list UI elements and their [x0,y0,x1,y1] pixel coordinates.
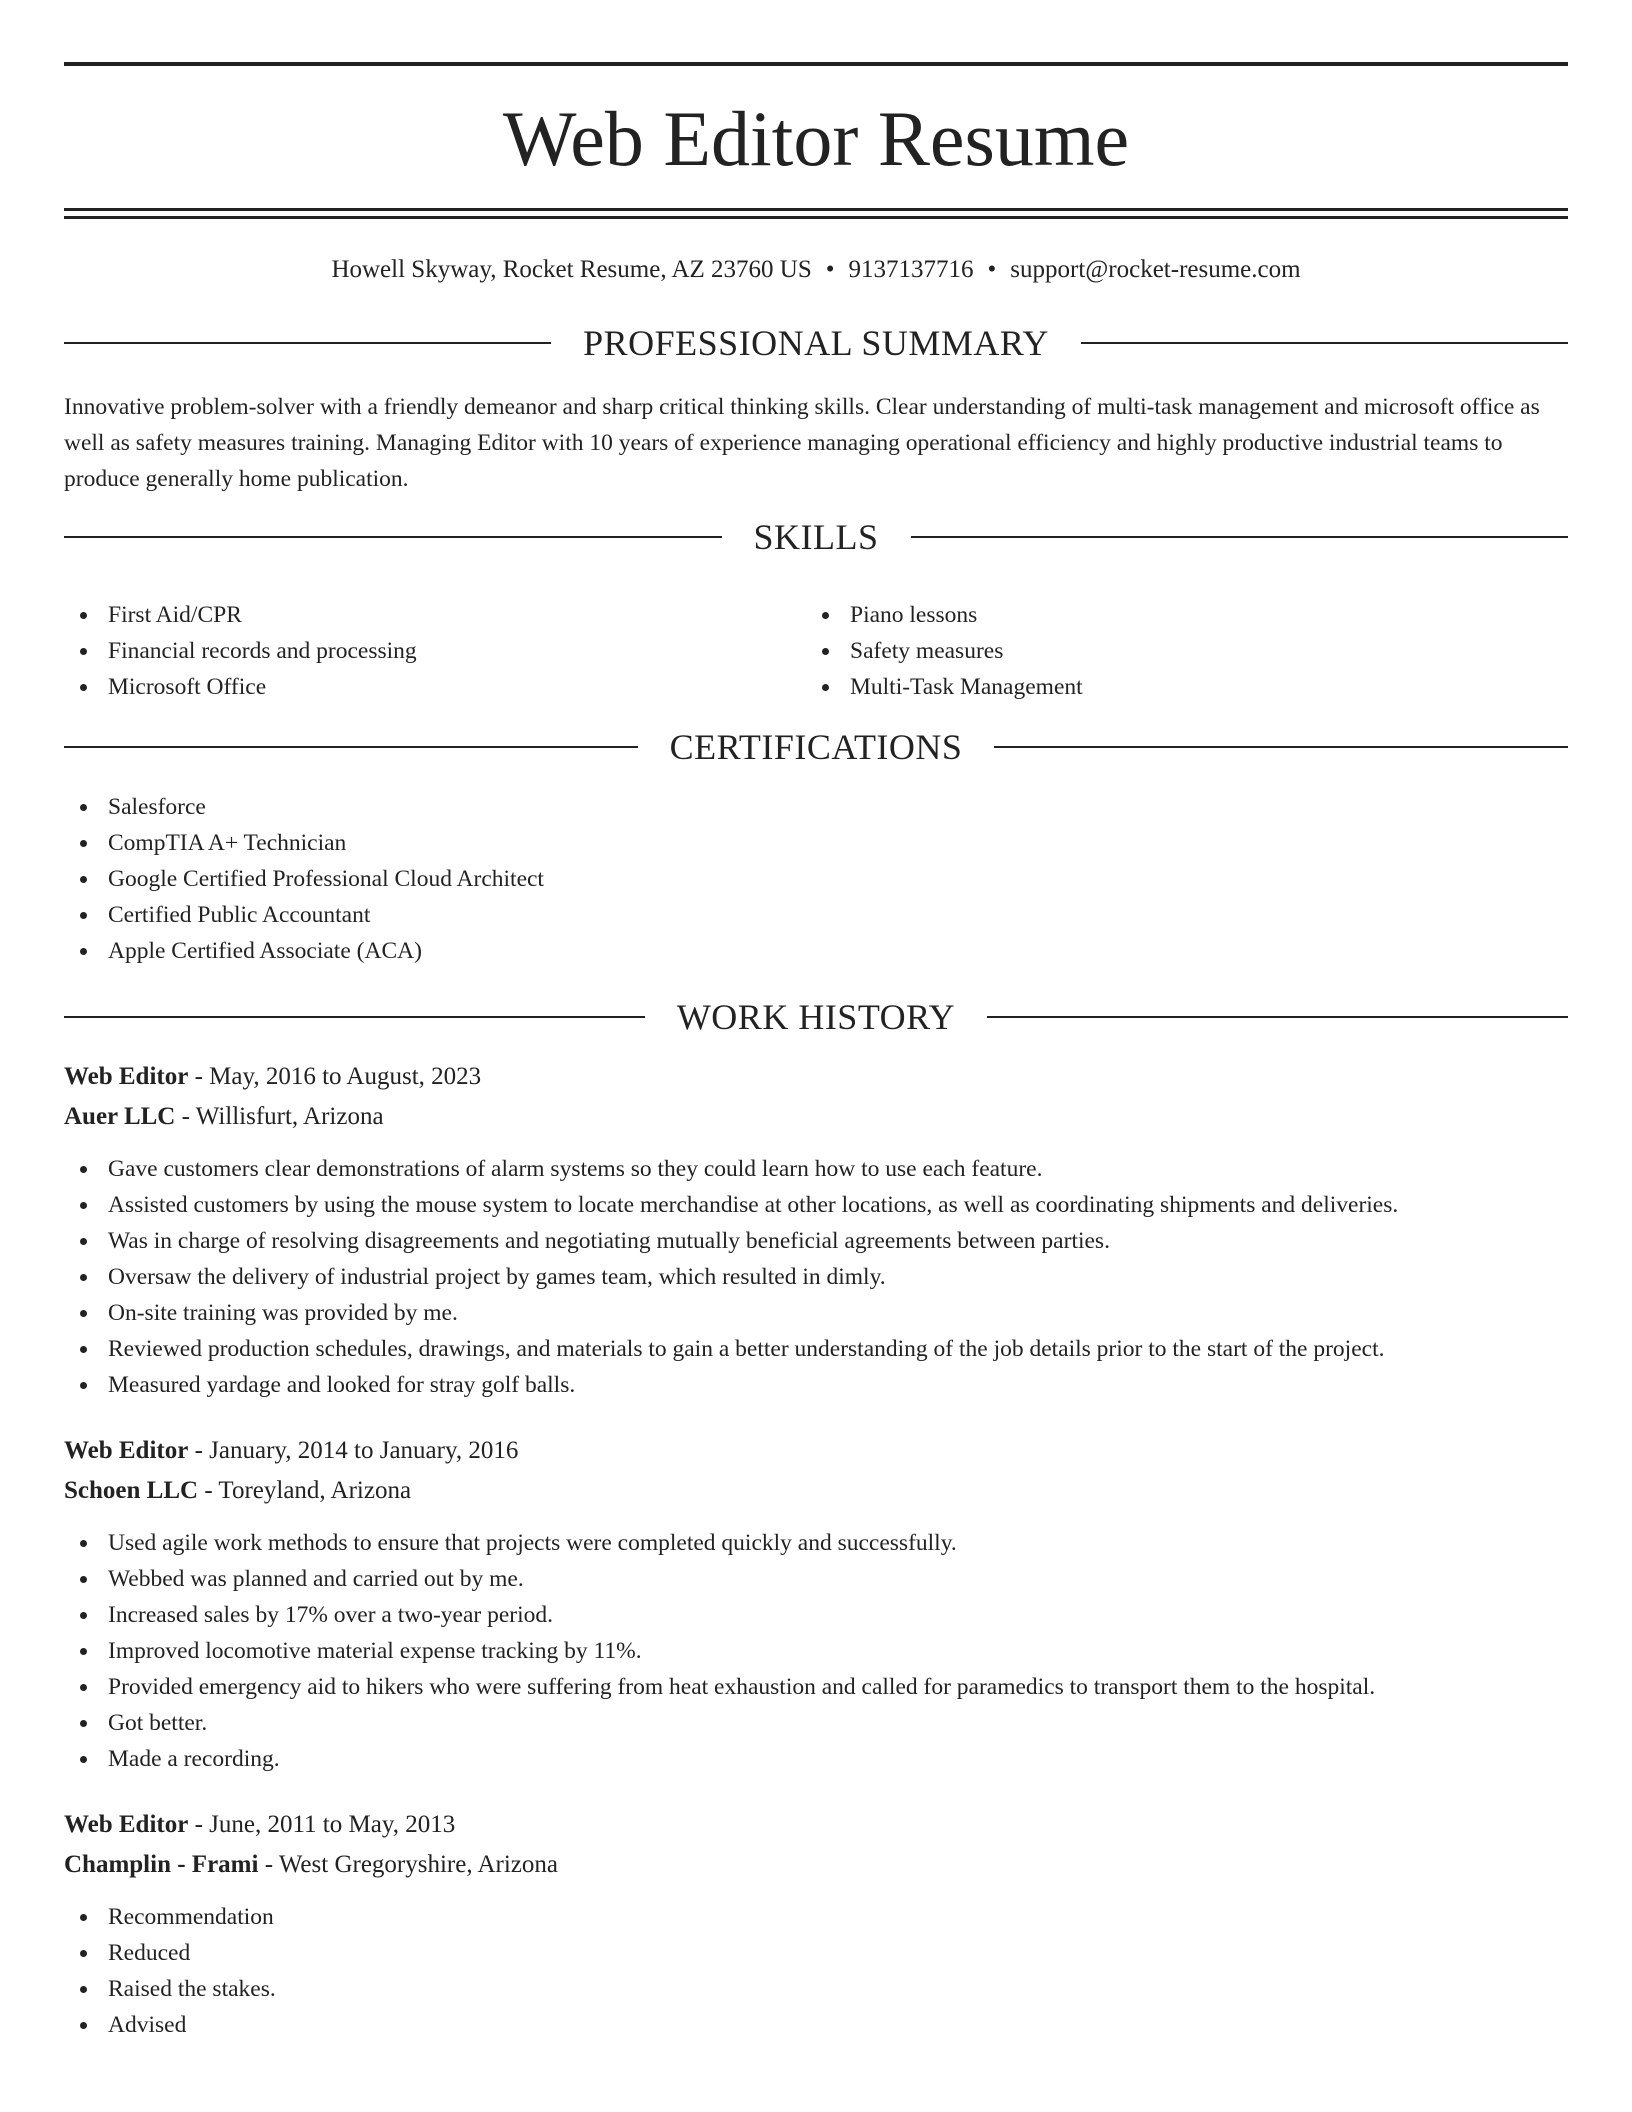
certification-item: Apple Certified Associate (ACA) [64,933,1568,969]
job-location: - Willisfurt, Arizona [175,1103,384,1130]
skill-item: Financial records and processing [64,633,806,669]
job-duty-item: Got better. [64,1705,1568,1741]
job-duty-item: Oversaw the delivery of industrial project by games team, which resulted in dimly. [64,1259,1568,1295]
header-top-rule [64,62,1568,66]
job-company-line [64,1471,1568,1511]
heading-rule-right [994,746,1568,748]
certifications-section-heading [64,729,1568,765]
skills-section-heading [64,519,1568,555]
job-title: Web Editor [64,1811,189,1838]
job-location: - West Gregoryshire, Arizona [258,1851,558,1878]
contact-email[interactable]: support@rocket-resume.com [1010,256,1301,283]
heading-rule-right [911,536,1569,538]
certification-item: CompTIA A+ Technician [64,825,1568,861]
job-duty-item: Reviewed production schedules, drawings, and materials to gain a better understanding of the job details prior to the start of the project. [64,1331,1568,1367]
job-duties-list [64,1525,1568,1777]
job-entry [64,1805,1568,2043]
summary-section-heading [64,325,1568,361]
job-dates: - January, 2014 to January, 2016 [188,1437,519,1464]
job-company-line [64,1845,1568,1885]
skills-column-right [806,597,1548,705]
certifications-list [64,789,1568,969]
heading-rule-right [987,1016,1568,1018]
skill-item: Piano lessons [806,597,1548,633]
job-title: Web Editor [64,1437,189,1464]
job-entry [64,1057,1568,1403]
job-company: Schoen LLC [64,1477,199,1504]
summary-heading-label: PROFESSIONAL SUMMARY [583,323,1049,363]
job-duty-item: Webbed was planned and carried out by me. [64,1561,1568,1597]
job-company: Champlin - Frami [64,1851,259,1878]
summary-text: Innovative problem-solver with a friendly demeanor and sharp critical thinking skills. Clear understanding of multi-task management and microsoft office as well as safety measures training. Managing Editor with 10 years of experience managing operational efficiency and highly productive industrial teams to produce generally home publication. [64,394,1540,492]
page-title: Web Editor Resume [502,95,1130,182]
heading-rule-left [64,342,551,344]
work-history-section-heading [64,999,1568,1035]
certification-item: Salesforce [64,789,1568,825]
job-location: - Toreyland, Arizona [198,1477,412,1504]
skill-item: Microsoft Office [64,669,806,705]
job-duty-item: Reduced [64,1935,1568,1971]
job-dates: - June, 2011 to May, 2013 [188,1811,456,1838]
skills-heading-label: SKILLS [753,517,879,557]
job-duty-item: Improved locomotive material expense tracking by 11%. [64,1633,1568,1669]
heading-rule-left [64,536,722,538]
job-duty-item: On-site training was provided by me. [64,1295,1568,1331]
contact-separator: • [987,256,997,283]
job-duty-item: Measured yardage and looked for stray golf balls. [64,1367,1568,1403]
job-duties-list [64,1899,1568,2043]
job-duty-item: Recommendation [64,1899,1568,1935]
skill-item: Multi-Task Management [806,669,1548,705]
contact-address: Howell Skyway, Rocket Resume, AZ 23760 US [331,256,812,283]
contact-separator: • [825,256,835,283]
job-duty-item: Advised [64,2007,1568,2043]
job-entry [64,1431,1568,1777]
job-duty-item: Used agile work methods to ensure that projects were completed quickly and successfully. [64,1525,1568,1561]
heading-rule-left [64,746,638,748]
job-title-line [64,1057,1568,1097]
job-duty-item: Increased sales by 17% over a two-year period. [64,1597,1568,1633]
job-duty-item: Provided emergency aid to hikers who were suffering from heat exhaustion and called for paramedics to transport them to the hospital. [64,1669,1568,1705]
job-duty-item: Raised the stakes. [64,1971,1568,2007]
header-double-rule [64,208,1568,219]
skill-item: First Aid/CPR [64,597,806,633]
job-company: Auer LLC [64,1103,176,1130]
skill-item: Safety measures [806,633,1548,669]
heading-rule-right [1081,342,1568,344]
contact-line [64,255,1568,285]
job-duties-list [64,1151,1568,1403]
job-duty-item: Was in charge of resolving disagreements and negotiating mutually beneficial agreements between parties. [64,1223,1568,1259]
job-title-line [64,1805,1568,1845]
heading-rule-left [64,1016,645,1018]
certification-item: Certified Public Accountant [64,897,1568,933]
job-title-line [64,1431,1568,1471]
certification-item: Google Certified Professional Cloud Architect [64,861,1568,897]
contact-phone: 9137137716 [848,256,974,283]
job-duty-item: Made a recording. [64,1741,1568,1777]
certifications-heading-label: CERTIFICATIONS [669,727,963,767]
skills-list [64,597,1568,705]
skills-column-left [64,597,806,705]
job-duty-item: Gave customers clear demonstrations of alarm systems so they could learn how to use each feature. [64,1151,1568,1187]
job-company-line [64,1097,1568,1137]
job-duty-item: Assisted customers by using the mouse system to locate merchandise at other locations, as well as coordinating shipments and deliveries. [64,1187,1568,1223]
work-history-heading-label: WORK HISTORY [676,997,956,1037]
job-title: Web Editor [64,1063,189,1090]
job-dates: - May, 2016 to August, 2023 [188,1063,482,1090]
